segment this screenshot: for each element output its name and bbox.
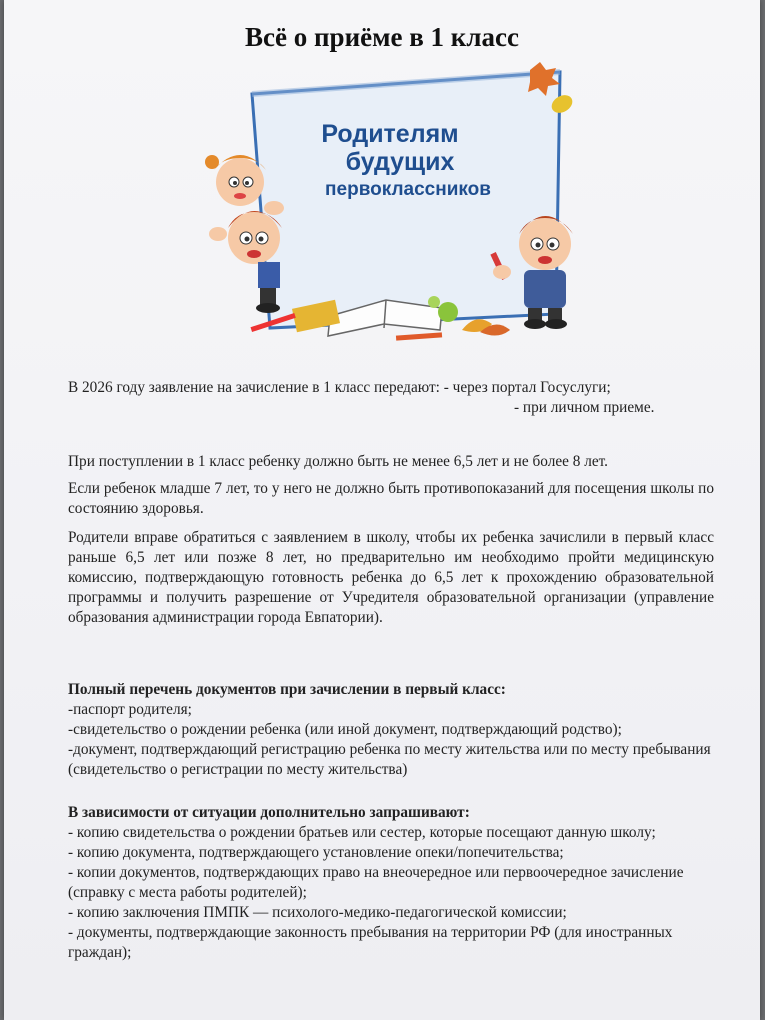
additional-item: - копию документа, подтверждающего установление опеки/попечительства;	[68, 844, 564, 861]
document-page	[4, 0, 760, 1020]
additional-item: - копии документов, подтверждающих право на внеочередное или первоочередное зачисление (справку с места работы родителей);	[68, 864, 684, 901]
banner-illustration	[190, 58, 590, 348]
page-title: Всё о приёме в 1 класс	[245, 22, 519, 52]
banner-line-1: Родителям	[321, 120, 459, 148]
additional-heading: В зависимости от ситуации дополнительно запрашивают:	[68, 804, 470, 821]
document-item: -свидетельство о рождении ребенка (или иной документ, подтверждающий родство);	[68, 721, 622, 738]
document-item: -документ, подтверждающий регистрацию ребенка по месту жительства или по месту пребывания (свидетельство о регистрации по месту жительства)	[68, 741, 711, 778]
age-rule: При поступлении в 1 класс ребенку должно быть не менее 6,5 лет и не более 8 лет.	[68, 453, 608, 470]
early-late-rule: Родители вправе обратиться с заявлением в школу, чтобы их ребенка зачислили в первый класс раньше 6,5 лет или позже 8 лет, но предварительно им необходимо пройти медицинскую комиссию, подтверждающую готовность ребенка до 6,5 лет к прохождению образовательной программы и получить разрешение от Учредителя образовательной организации (управление образования администрации города Евпатории).	[68, 529, 714, 626]
additional-item: - копию заключения ПМПК — психолого-медико-педагогической комиссии;	[68, 904, 567, 921]
board-icon	[252, 72, 560, 328]
banner-line-2: будущих	[345, 148, 455, 176]
boy-character-left-icon	[209, 211, 282, 313]
additional-item: - копию свидетельства о рождении братьев или сестер, которые посещают данную школу;	[68, 824, 656, 841]
documents-heading: Полный перечень документов при зачислении в первый класс:	[68, 681, 506, 698]
health-rule: Если ребенок младше 7 лет, то у него не должно быть противопоказаний для посещения школы по состоянию здоровья.	[68, 480, 714, 517]
intro-line-2: - при личном приеме.	[514, 399, 655, 416]
book-icon	[292, 300, 442, 336]
intro-line-1: В 2026 году заявление на зачисление в 1 класс передают: - через портал Госуслуги;	[68, 379, 611, 396]
documents-section	[68, 680, 718, 780]
banner-line-3: первоклассников	[325, 179, 491, 200]
leaf-pile-icon	[462, 319, 510, 335]
additional-section	[68, 803, 718, 963]
document-item: -паспорт родителя;	[68, 701, 192, 718]
intro-text	[68, 378, 718, 418]
additional-item: - документы, подтверждающие законность пребывания на территории РФ (для иностранных граждан);	[68, 924, 673, 961]
